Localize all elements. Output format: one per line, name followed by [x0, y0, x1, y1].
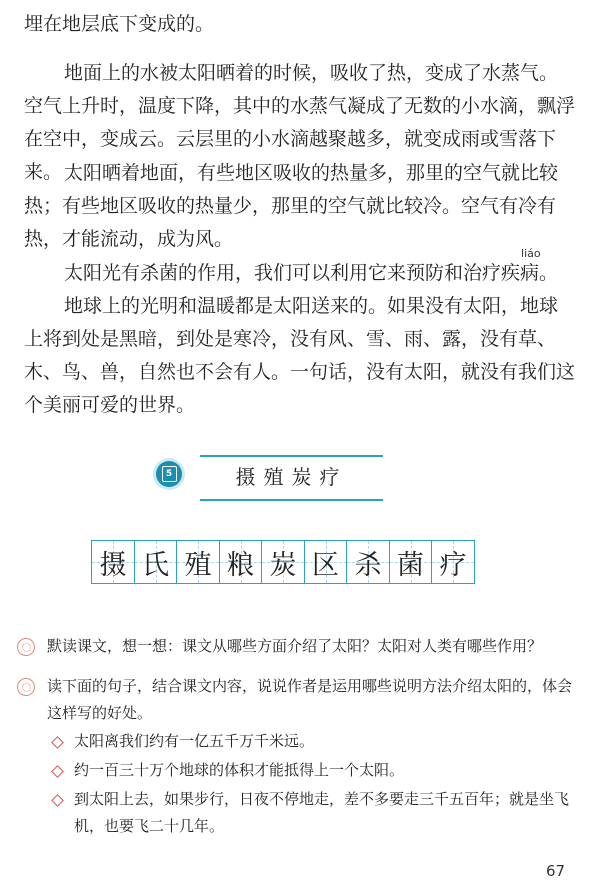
paragraph-light-warmth: 地球上的光明和温暖都是太阳送来的。如果没有太阳，地球上将到处是黑暗，到处是寒冷，没有风、雪、雨、露，没有草、木、鸟、兽，自然也不会有人。一句话，没有太阳，就没有我们这个美丽可爱的世界。: [24, 295, 576, 416]
title-rule-top: [200, 455, 383, 457]
char-cell: [389, 540, 433, 584]
exercise-marker-icon: [17, 638, 35, 656]
char-text: 杀: [354, 549, 382, 581]
diamond-bullet-icon: [52, 737, 62, 747]
char-cell: [134, 540, 178, 584]
exercise-marker-icon: [17, 678, 35, 696]
char-cell: [431, 540, 475, 584]
text-line-top: 埋在地层底下变成的。: [24, 13, 215, 35]
sterilize-text-before: 太阳光有杀菌的作用，我们可以利用它来预防和治: [64, 262, 483, 284]
char-text: 殖: [184, 549, 212, 581]
unit-badge-number: 5: [162, 466, 177, 482]
example-sentence-3: 到太阳上去，如果步行，日夜不停地走，差不多要走三千五百年；就是坐飞机，也要飞二十几年。: [74, 790, 570, 835]
char-text: 摄: [99, 549, 127, 581]
char-text: 炭: [269, 549, 297, 581]
character-grid: [91, 540, 475, 584]
exercise-question-1: 默读课文，想一想：课文从哪些方面介绍了太阳？太阳对人类有哪些作用？: [47, 637, 543, 655]
char-cell: [304, 540, 348, 584]
paragraph-water-cycle: 地面上的水被太阳晒着的时候，吸收了热，变成了水蒸气。空气上升时，温度下降，其中的水蒸气凝成了无数的小水滴，飘浮在空中，变成云。云层里的小水滴越聚越多，就变成雨或雪落下来。: [24, 62, 576, 183]
char-text: 菌: [397, 549, 424, 581]
ruby-base-char: 疗: [482, 262, 502, 284]
paragraph-wind: 太阳晒着地面，有些地区吸收的热量多，那里的空气就比较热；有些地区吸收的热量少，那里的空气就比较冷。空气有冷有热，才能流动，成为风。: [24, 162, 559, 250]
unit-badge-icon: [156, 461, 182, 487]
char-cell: [261, 540, 305, 584]
char-text: 粮: [227, 549, 254, 581]
char-text: 氏: [142, 549, 169, 581]
lesson-title: 摄殖炭疗: [235, 465, 348, 489]
char-cell: [176, 540, 220, 584]
title-rule-bottom: [200, 499, 383, 501]
page-number: 67: [546, 862, 566, 880]
paragraph-sterilization: [24, 247, 576, 290]
example-sentence-2: 约一百三十万个地球的体积才能抵得上一个太阳。: [74, 761, 405, 779]
char-cell: [346, 540, 390, 584]
exercise-question-2: 读下面的句子，结合课文内容，说说作者是运用哪些说明方法介绍太阳的，体会这样写的好处。: [47, 677, 573, 722]
char-cell: [219, 540, 263, 584]
diamond-bullet-icon: [52, 766, 62, 776]
pinyin-annotation: liáo: [521, 247, 541, 260]
char-text: 区: [312, 549, 339, 581]
sterilize-text-after: 疾病。: [501, 262, 559, 284]
char-text: 疗: [439, 549, 467, 581]
char-cell: [91, 540, 135, 584]
example-sentence-1: 太阳离我们约有一亿五千万千米远。: [74, 732, 315, 750]
diamond-bullet-icon: [52, 795, 62, 805]
